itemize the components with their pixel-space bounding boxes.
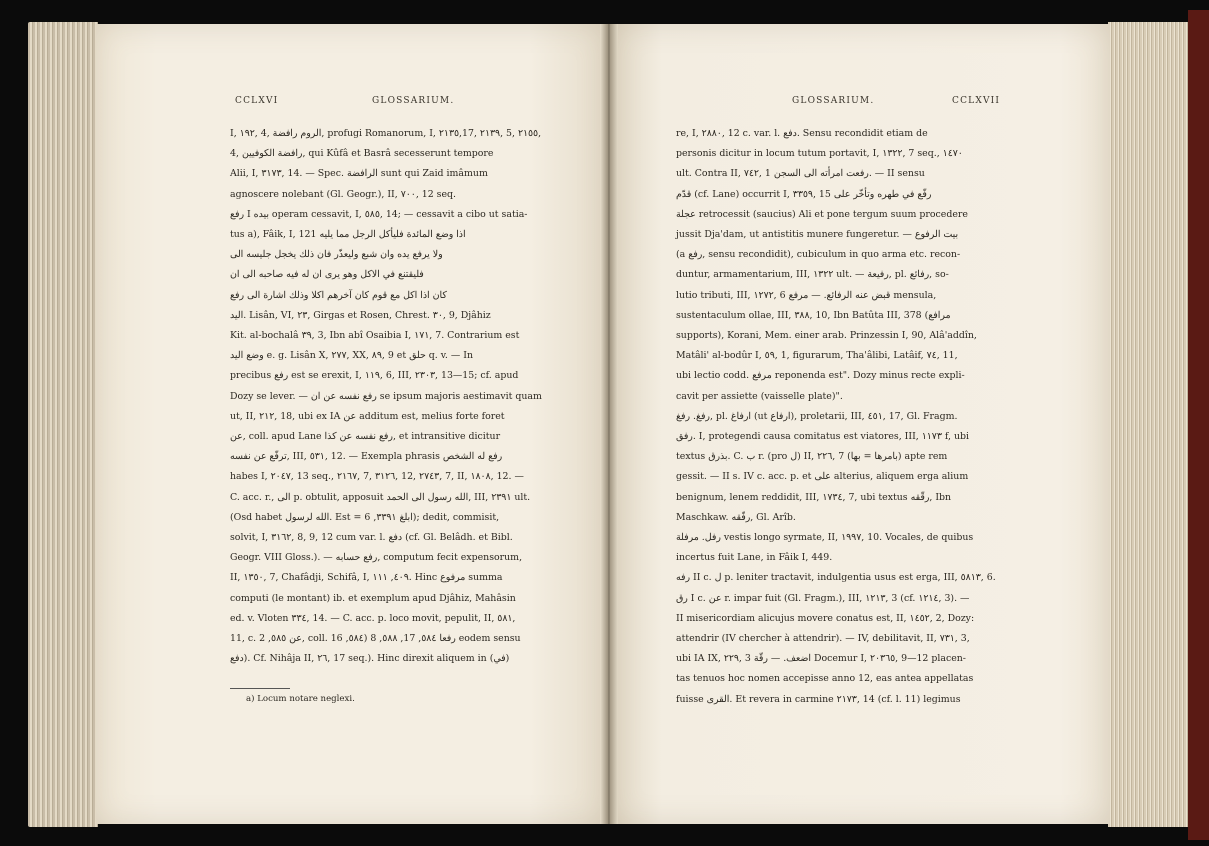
text-line: sustentaculum ollae, III, ٣٨٨, 10, Ibn Batûta III, 378 (مرافع [676,309,951,321]
text-line: computi (le montant) ib. et exemplum apud Djâhiz, Mahâsin [230,592,516,604]
text-line: كان اذا اكل مع قوم كان آخرهم اكلا وذلك اشارة الى رفع [230,289,447,301]
page-edges-right [1108,22,1196,827]
text-line: supports), Korani, Mem. einer arab. Prinzessin I, 90, Alâ'addîn, [676,330,977,342]
text-line: gessit. — II s. IV c. acc. p. et على alterius, aliquem erga alium [676,471,969,483]
text-line: ed. v. Vloten ٣٣٤, 14. — C. acc. p. loco movit, pepulit, II, ٥٨١, [230,612,516,624]
text-line: (Osd habet الله لرسول. Est = ابلغ ٣٣٩١, 6); dedit, commisit, [230,511,500,523]
left-running-title: GLOSSARIUM. [372,96,455,106]
text-line: Matâli' al-bodûr I, ٥٩, 1, figurarum, Tha'âlibi, Latâif, ٧٤, 11, [676,350,958,362]
text-line: ult. Contra II, ٧٤٢, 1 رفعت امرأته الى السجن. — II sensu [676,168,925,180]
right-page-number: CCLXVII [952,96,1001,106]
text-line: tas tenuos hoc nomen accepisse anno 12, eas antea appellatas [676,673,974,685]
text-line: precibus رفع est se erexit, I, ١١٩, 6, III, ٢٣٠٣, 13—15; cf. apud [230,370,519,382]
text-line: 11, c. عن ٥٨٥, 2, coll. رفعا ٥٨٤, 17, ٥٨٨, 8 (٥٨٤, 16 eodem sensu [230,633,521,645]
left-body-text [230,124,560,669]
text-line: fuisse القرى. Et revera in carmine ٢١٧٣, 14 (cf. l. 11) legimus [676,693,961,705]
text-line: عن, coll. apud Lane رفع نفسه عن كذا, et intransitive dicitur [230,431,501,443]
text-line: رفع I بيده operam cessavit, I, ٥٨٥, 14; — cessavit a cibo ut satia- [230,208,528,220]
left-page-number: CCLXVI [235,96,279,106]
text-line: ubi lectio codd. مرفع reponenda est". Dozy minus recte expli- [676,370,965,382]
footnote: a) Locum notare neglexi. [246,694,355,704]
text-line: solvit, I, ٣١٦٢, 8, 9, 12 cum var. l. دفع (cf. Gl. Belâdh. et Bibl. [230,532,513,544]
text-line: رفغ. رفغ, pl. ارفاغ (ut ارفاع), proletarii, III, ٤٥١, 17, Gl. Fragm. [676,410,958,422]
text-line: وضع اليد e. g. Lisân X, ٢٧٧, XX, ٨٩, 9 et حلق q. v. — In [230,350,473,362]
text-line: دفع). Cf. Nihâja II, ٢٦, 17 seq.). Hinc direxit aliquem in (في) [230,653,510,665]
text-line: agnoscere nolebant (Gl. Geogr.), II, ٧٠٠, 12 seq. [230,188,457,200]
text-line: lutio tributi, III, ١٢٧٢, 6 قبض عنه الرفائع. — مرفع mensula, [676,289,937,301]
text-line: ولا يرفع يده وان شبع وليعذّر فان ذلك يخجل جليسه الى [230,249,443,261]
footnote-rule [230,688,290,689]
text-line: ut, II, ٢١٢, 18, ubi ex IA عن additum est, melius forte foret [230,410,505,422]
text-line: I, ١٩٢, 4, الروم رافضة, profugi Romanorum, I, ٢١٣٥,17, ٢١٣٩, 5, ٢١٥٥, [230,128,542,139]
text-line: incertus fuit Lane, in Fâik I, 449. [676,552,833,564]
text-line: اليد. Lisân, VI, ٢٣, Girgas et Rosen, Chrest. ٣٠, 9, Djâhiz [230,309,491,321]
text-line: textus بذرق. C. ب r. (pro ل) II, ٢٢٦, 7 (بامرها = بها) apte rem [676,451,948,463]
text-line: re, I, ٢٨٨٠, 12 c. var. l. دفع. Sensu recondidit etiam de [676,128,928,139]
text-line: jussit Dja'dam, ut antistitis munere fungeretur. — بيت الرفوع [676,229,959,241]
text-line: رفه II c. ل p. leniter tractavit, indulgentia usus est erga, III, ٥٨١٣, 6. [676,572,996,584]
text-line: II, ١٣٥٠, 7, Chafâdji, Schifâ, I, ٤٠٩, ١١١. Hinc مرفوع summa [230,572,503,584]
text-line: cavit per assiette (vaisselle plate)". [676,390,843,402]
text-line: duntur, armamentarium, III, ١٣٢٢ ult. — رفيعة, pl. رفائع, so- [676,269,949,281]
text-line: attendrir (IV chercher à attendrir). — IV, debilitavit, II, ٧٣١, 3, [676,633,970,645]
book-cover [1188,10,1209,840]
text-line: (a رفع, sensu recondidit), cubiculum in quo arma etc. recon- [676,249,961,261]
text-line: tus a), Fâik, I, 121 اذا وضع المائدة فليأكل الرجل مما يليه [230,229,466,241]
book-gutter [600,24,618,824]
right-running-title: GLOSSARIUM. [792,96,875,106]
text-line: 4, رافضة الكوفيين, qui Kûfâ et Basrâ secesserunt tempore [230,148,494,160]
text-line: رق I c. عن r. impar fuit (Gl. Fragm.), III, ١٢١٣, 3 (cf. ١٢١٤, 3). — [676,592,970,604]
text-line: Kit. al-bochalâ ٣٩, 3, Ibn abî Osaibia I, ١٧١, 7. Contrarium est [230,330,520,342]
text-line: Geogr. VIII Gloss.). — رفع حسابه, computum fecit expensorum, [230,552,523,564]
text-line: ubi IA IX, ٢٢٩, 3 اضعف. — رقّة Docemur I, ٢٠٣٦٥, 9—12 placen- [676,653,966,665]
text-line: فليقتنع في الاكل وهو يرى ان له فيه صاحبه الى ان [230,269,424,281]
text-line: Dozy se lever. — رفع نفسه عن ان se ipsum majoris aestimavit quam [230,390,542,402]
text-line: benignum, lenem reddidit, III, ١٧٣٤, 7, ubi textus رقّقه, Ibn [676,491,952,503]
text-line: Maschkaw. رفّقه, Gl. Arîb. [676,511,796,523]
text-line: personis dicitur in locum tutum portavit, I, ١٣٢٢, 7 seq., ١٤٧٠ [676,148,963,160]
text-line: رفل. مرفلة vestis longo syrmate, II, ١٩٩٧, 10. Vocales, de quibus [676,532,974,544]
text-line: C. acc. r., الى p. obtulit, apposuit الله رسول الى الحمد, III, ٢٣٩١ ult. [230,491,531,503]
text-line: رفق. I, protegendi causa comitatus est viatores, III, ١١٧٣ f, ubi [676,431,970,443]
text-line: ترفّع عن نفسه, III, ٥٣١, 12. — Exempla phrasis رفع له الشخص [230,451,503,463]
text-line: قدّم (cf. Lane) occurrit I, ٣٣٥٩, 15 رفّع في طهره وتأخّر على [676,188,932,200]
right-body-text [676,124,994,710]
text-line: II misericordiam alicujus movere conatus est, II, ١٤٥٢, 2, Dozy: [676,612,975,624]
text-line: Alii, I, ٣١٧٣, 14. — Spec. الرافضة sunt qui Zaid imâmum [230,168,488,180]
text-line: habes I, ٢٠٤٧, 13 seq., ٢١٦٧, 7, ٣١٢٦, 12, ٢٧٤٣, 7, II, ١٨٠٨, 12. — [230,471,524,483]
page-edges-left [28,22,98,827]
text-line: عجلة retrocessit (saucius) Ali et pone tergum suum procedere [676,208,968,220]
